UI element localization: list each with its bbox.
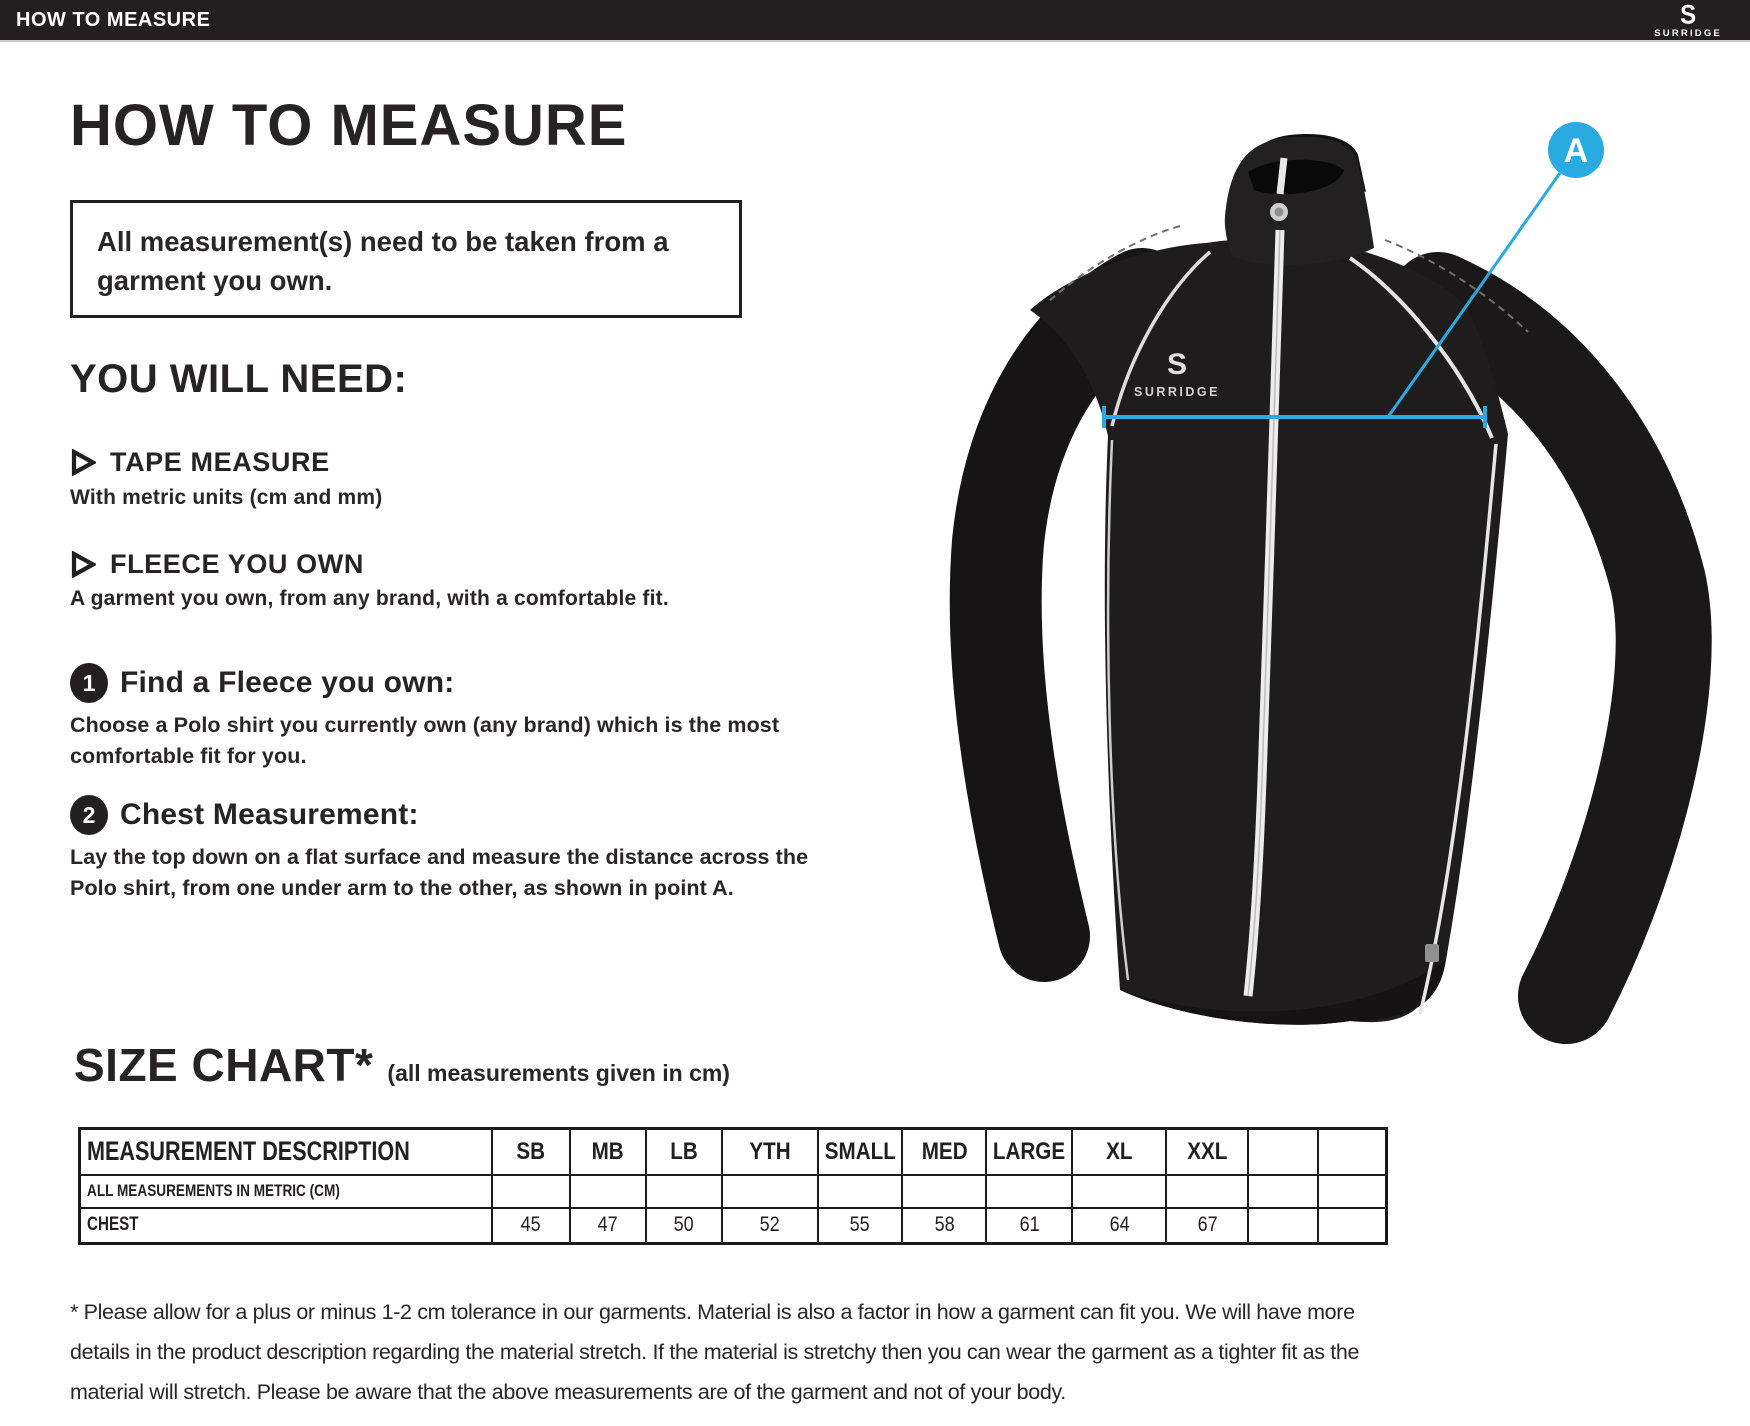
table-header-cell: MED	[902, 1129, 986, 1175]
table-cell	[1318, 1208, 1386, 1244]
table-cell: 58	[902, 1208, 986, 1244]
table-header-cell: LARGE	[986, 1129, 1072, 1175]
table-header-cell: YTH	[722, 1129, 818, 1175]
surridge-s-icon: S	[1680, 0, 1697, 31]
top-bar-title: HOW TO MEASURE	[16, 8, 211, 31]
notice-box: All measurement(s) need to be taken from a garment you own.	[70, 200, 742, 318]
triangle-right-icon	[70, 551, 96, 578]
need-item-description: A garment you own, from any brand, with a comfortable fit.	[70, 587, 669, 610]
need-item-description: With metric units (cm and mm)	[70, 486, 383, 509]
page-title: HOW TO MEASURE	[70, 93, 628, 158]
step-1-description: Choose a Polo shirt you currently own (any brand) which is the most comfortable fit for you.	[70, 713, 780, 769]
table-cell	[902, 1175, 986, 1208]
need-item-fleece	[70, 549, 364, 580]
table-header-cell: SMALL	[818, 1129, 903, 1175]
table-header-cell: XXL	[1166, 1129, 1248, 1175]
table-cell	[722, 1175, 818, 1208]
step-title: Chest Measurement:	[120, 798, 419, 831]
table-cell: 64	[1072, 1208, 1166, 1244]
garment-logo-text: SURRIDGE	[1134, 385, 1220, 399]
step-number-badge: 1	[70, 663, 108, 703]
table-cell: 47	[570, 1208, 646, 1244]
size-chart-table-wrap	[78, 1127, 1388, 1245]
zipper-collar	[1280, 158, 1284, 194]
brand-logo	[1654, 0, 1722, 39]
table-header-cell: SB	[492, 1129, 570, 1175]
jacket-illustration	[880, 60, 1740, 1070]
table-cell: 45	[492, 1208, 570, 1244]
table-cell	[1166, 1175, 1248, 1208]
table-cell: 52	[722, 1208, 818, 1244]
table-cell	[1248, 1208, 1318, 1244]
need-item-tape-measure	[70, 447, 330, 478]
table-cell	[986, 1175, 1072, 1208]
table-cell: 55	[818, 1208, 903, 1244]
need-item-title: TAPE MEASURE	[110, 447, 330, 477]
step-number-badge: 2	[70, 795, 108, 835]
table-cell	[1072, 1175, 1166, 1208]
table-cell	[492, 1175, 570, 1208]
table-cell: 50	[646, 1208, 722, 1244]
size-chart-heading	[74, 1038, 730, 1092]
garment-logo-s-icon: S	[1166, 348, 1188, 381]
table-header-cell	[1318, 1129, 1386, 1175]
table-header-cell	[1248, 1129, 1318, 1175]
brand-name: SURRIDGE	[1654, 27, 1722, 39]
table-cell: 67	[1166, 1208, 1248, 1244]
table-cell	[818, 1175, 903, 1208]
step-title: Find a Fleece you own:	[120, 666, 455, 699]
step-2-description: Lay the top down on a flat surface and measure the distance across the Polo shirt, from one under arm to the other, as shown in point A.	[70, 845, 809, 901]
you-will-need-heading: YOU WILL NEED:	[70, 357, 408, 401]
table-cell	[1318, 1175, 1386, 1208]
jacket-collar	[1225, 137, 1374, 265]
table-cell: 61	[986, 1208, 1072, 1244]
hem-tag	[1425, 944, 1439, 962]
step-2-heading	[70, 795, 419, 835]
step-1-heading	[70, 663, 454, 703]
top-bar	[0, 0, 1750, 42]
table-header-cell: XL	[1072, 1129, 1166, 1175]
table-cell	[646, 1175, 722, 1208]
garment-diagram	[880, 60, 1740, 1070]
table-header-cell: LB	[646, 1129, 722, 1175]
table-header-cell: MB	[570, 1129, 646, 1175]
size-chart-title: SIZE CHART*	[74, 1039, 374, 1091]
table-row-label: CHEST	[80, 1208, 492, 1244]
triangle-right-icon	[70, 449, 96, 476]
marker-a-label: A	[1563, 132, 1589, 170]
table-row-label: ALL MEASUREMENTS IN METRIC (CM)	[80, 1175, 492, 1208]
table-header-cell: MEASUREMENT DESCRIPTION	[80, 1129, 492, 1175]
size-chart-subtitle: (all measurements given in cm)	[387, 1060, 730, 1086]
table-cell	[1248, 1175, 1318, 1208]
size-chart-table	[78, 1127, 1388, 1245]
need-item-title: FLEECE YOU OWN	[110, 549, 364, 579]
table-cell	[570, 1175, 646, 1208]
zip-pull-inner	[1275, 208, 1284, 217]
footnote: * Please allow for a plus or minus 1-2 cm tolerance in our garments. Material is also a factor in how a garment can fit you. We will have more details in the product description regarding the material stretch. If the material is stretchy then you can wear the garment as a tighter fit as the material will stretch. Please be aware that the above measurements are of the garment and not of your body.	[70, 1300, 1360, 1404]
